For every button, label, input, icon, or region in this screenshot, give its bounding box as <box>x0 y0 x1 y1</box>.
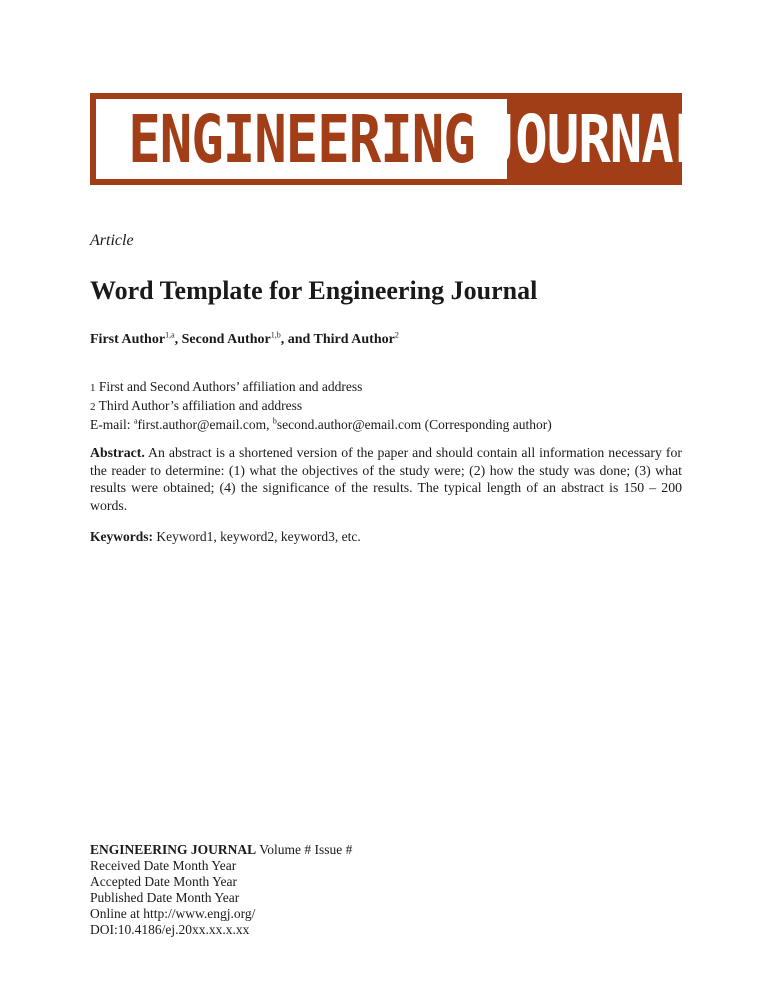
keywords-text: Keyword1, keyword2, keyword3, etc. <box>153 529 361 544</box>
author-1-name: First Author <box>90 332 166 347</box>
author-line <box>90 332 399 348</box>
email-1-sup: a <box>133 416 138 426</box>
online-url: Online at http://www.engj.org/ <box>90 906 256 921</box>
author-3-name: Third Author <box>313 332 395 347</box>
email-2: second.author@email.com (Corresponding author) <box>276 417 552 432</box>
author-sep-2: , and <box>280 332 314 347</box>
banner-word-engineering: ENGINEERING <box>128 100 475 178</box>
published-date: Published Date Month Year <box>90 890 240 905</box>
author-2-name: Second Author <box>181 332 271 347</box>
received-date: Received Date Month Year <box>90 858 237 873</box>
accepted-date: Accepted Date Month Year <box>90 874 237 889</box>
email-line <box>90 416 552 433</box>
affiliation-line-1 <box>90 378 552 397</box>
journal-volume-line <box>90 842 352 858</box>
affiliation-1-text: First and Second Authors’ affiliation and address <box>95 379 363 394</box>
banner-left-panel <box>96 99 507 179</box>
author-3-sup: 2 <box>394 330 399 340</box>
abstract-paragraph <box>90 444 682 514</box>
affiliation-2-text: Third Author’s affiliation and address <box>95 398 303 413</box>
paper-title: Word Template for Engineering Journal <box>90 276 538 305</box>
email-prefix: E-mail: <box>90 417 134 432</box>
keywords-line <box>90 529 361 545</box>
keywords-label: Keywords: <box>90 529 153 544</box>
article-type-label: Article <box>90 232 134 249</box>
affiliations-block <box>90 378 552 433</box>
affiliation-1-number: 1 <box>90 382 96 394</box>
author-1-sup: 1,a <box>165 330 175 340</box>
journal-banner-logo <box>90 93 705 185</box>
author-sep-1: , <box>174 332 182 347</box>
email-1: first.author@email.com, <box>137 417 273 432</box>
banner-right-panel <box>483 99 705 179</box>
email-2-sup: b <box>272 416 277 426</box>
banner-word-journal: JOURNAL <box>483 100 705 178</box>
abstract-text: An abstract is a shortened version of the paper and should contain all information necessary for the reader to determine: (1) what the objectives of the study were; (2) how the study was done; (3) what results were obtained; (4) the significance of the results. The typical length of an abstract is 150 – 200 words. <box>90 445 682 513</box>
affiliation-line-2 <box>90 397 552 416</box>
abstract-label: Abstract. <box>90 445 145 460</box>
publication-info-block <box>90 842 352 938</box>
doi: DOI:10.4186/ej.20xx.xx.x.xx <box>90 922 250 937</box>
affiliation-2-number: 2 <box>90 401 96 413</box>
volume-issue: Volume # Issue # <box>256 842 353 857</box>
journal-name: ENGINEERING JOURNAL <box>90 842 257 857</box>
author-2-sup: 1,b <box>270 330 281 340</box>
